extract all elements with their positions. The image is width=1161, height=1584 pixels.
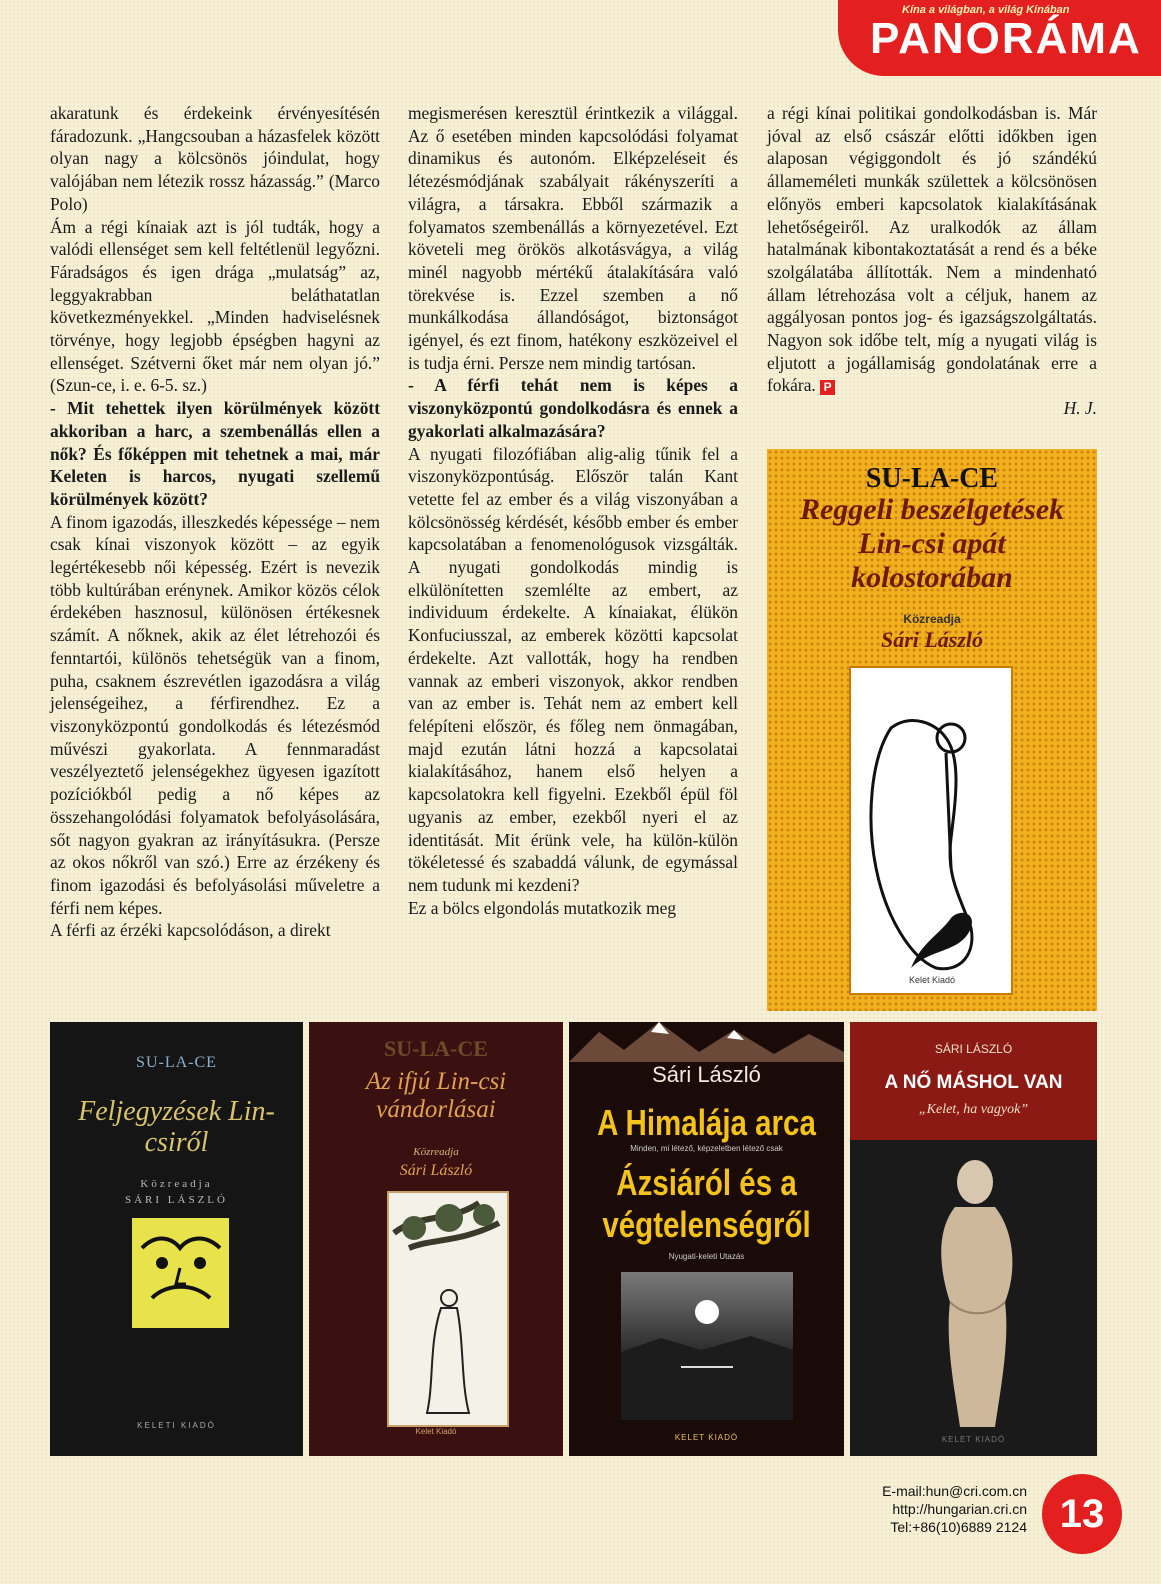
interview-question: - A férfi tehát nem is képes a viszonyközpontú gondolkodásra és ennek a gyakorlati alkalmazására? <box>408 375 738 441</box>
article-paragraph: A nyugati filozófiában alig-alig tűnik fel a viszonyközpontúság. Először talán Kant vetette fel az ember és a világ viszonyában a kölcsönösség kérdését, később ember és ember kapcsolatában a fenomenológusok vizsgálták. A nyugati gondolkodás mindig is elkülönítetten szemlélte az embert, az individuum érdekelte. A kínaiakat, élükön Konfuciusszal, az emberek közötti kapcsolat érdekelte. Azt vallották, hogy ha rendben vannak az emberi viszonyok, akkor rendben van az ember is. Tehát nem az embert kell felépíteni először, és főleg nem önmagában, majd ezután látni hozzá a kapcsolatai kialakításához, hanem első helyen a kapcsolatokra kell figyelni. Ezekből épül föl ugyanis az ember, ezekből nyeri el az identitását. Mit érünk vele, ha külön-külön tökéletessé és szabaddá válunk, de egymással nem tudunk mi kezdeni? <box>408 443 738 895</box>
book-publisher: Kelet Kiadó <box>908 975 956 985</box>
contact-phone: Tel:+86(10)6889 2124 <box>890 1519 1027 1535</box>
panorama-logo: PANORÁMA <box>870 14 1142 63</box>
book-title: Az ifjú Lin-csi vándorlásai <box>365 1068 507 1123</box>
book-author: SÁRI LÁSZLÓ <box>934 1042 1013 1056</box>
article-paragraph: Ám a régi kínaiak azt is jól tudták, hogy a valódi ellenséget sem kell feltétlenül legyőzni. Fáradságos és igen drága „mulatság” az, leggyakrabban beláthatatlan következményekkel. „Minden hadviselésnek törvénye, hogy legjobb épségben hagyni az ellenséget. Szétverni őket már nem olyan jó.” (Szun-ce, i. e. 6-5. sz.) <box>50 216 380 396</box>
face-illustration <box>132 1218 229 1328</box>
book-series: Nyugati-keleti Utazás <box>668 1252 745 1261</box>
book-cover-ifju-lin-csi <box>309 1022 563 1456</box>
book-publisher: KELET KIADÓ <box>941 1435 1006 1444</box>
book-editor: Sári László <box>399 1162 473 1179</box>
book-editor: Sári László <box>880 627 984 652</box>
page-number: 13 <box>1042 1474 1122 1554</box>
article-paragraph: A férfi az érzéki kapcsolódáson, a direkt <box>50 920 331 941</box>
masthead-tagline: Kína a világban, a világ Kínában <box>902 4 1070 16</box>
book-publisher: KELETI KIADÓ <box>137 1421 216 1430</box>
contact-info <box>862 1482 1027 1536</box>
author-signature: H. J. <box>1063 398 1097 419</box>
book-subtitle: Ázsiáról és a végtelenségről <box>602 1162 811 1245</box>
book-author: SU-LA-CE <box>384 1036 488 1061</box>
article-column-2 <box>408 102 738 919</box>
book-editor: SÁRI LÁSZLÓ <box>125 1194 228 1206</box>
article-paragraph: akaratunk és érdekeink érvényesítésén fáradozunk. „Hangcsouban a házasfelek között olyan nagy a kölcsönös jóindulat, hogy valójában nem létezik rossz házasság.” (Marco Polo) <box>50 103 380 214</box>
book-editor-label: Közreadja <box>140 1178 213 1190</box>
book-title: A Himalája arca <box>597 1102 816 1143</box>
article-paragraph <box>767 102 1097 397</box>
book-cover-himalaja-arca <box>569 1022 844 1456</box>
book-author: Sári László <box>652 1062 761 1087</box>
masthead <box>838 0 1161 76</box>
book-publisher: Kelet Kiadó <box>415 1427 457 1436</box>
book-editor-label: Közreadja <box>413 1146 459 1158</box>
book-author: SU-LA-CE <box>865 463 999 494</box>
contact-url: http://hungarian.cri.cn <box>892 1501 1027 1517</box>
book-cover-feljegyzesek <box>50 1022 303 1456</box>
book-tagline: Minden, mi létező, képzeletben létező csak <box>630 1144 783 1153</box>
statue-illustration <box>905 1152 1045 1432</box>
book-author: SU-LA-CE <box>136 1054 217 1071</box>
article-paragraph: Ez a bölcs elgondolás mutatkozik meg <box>408 897 677 918</box>
interview-question: - Mit tehettek ilyen körülmények között akkoriban a harc, a szembenállás ellen a nők? És főképpen mit tehetnek a mai, már Keleten is harcos, nyugati szellemű körülmények között? <box>50 398 380 509</box>
article-paragraph: megismerésen keresztül érintkezik a világgal. Az ő esetében minden kapcsolódási folyamat dinamikus és autonóm. Elképzeléseit és létezésmódjának szabályait rákényszeríti a világra, a társakra. Ebből származik a folyamatos szembenállás a környezetével. Ezt követeli meg örökös alkotásvágya, a világ minél nagyobb mértékű átalakítására való törekvése is. Ezzel szemben a nő munkálkodása állandóságot, biztonságot igényel, és ezt finom, hatékony eszközeivel el is tudja érni. Persze nem mindig tartósan. <box>408 103 738 373</box>
monk-illustration <box>849 666 1013 995</box>
book-title: Reggeli beszélgetések Lin-csi apát kolostorában <box>799 493 1065 594</box>
featured-book-cover <box>767 449 1097 1011</box>
end-mark-icon: P <box>820 380 835 395</box>
book-subtitle: „Kelet, ha vagyok” <box>918 1102 1029 1117</box>
tree-and-figure-illustration <box>387 1191 509 1427</box>
book-title: A NŐ MÁSHOL VAN <box>884 1072 1063 1093</box>
book-cover-a-no-mashol-van <box>850 1022 1097 1456</box>
book-editor-label: Közreadja <box>903 612 961 626</box>
moonlit-landscape-photo <box>621 1272 793 1420</box>
article-column-3 <box>767 102 1097 420</box>
book-title: Feljegyzések Lin-csiről <box>78 1096 275 1158</box>
contact-email: E-mail:hun@cri.com.cn <box>882 1483 1027 1499</box>
article-paragraph-text: a régi kínai politikai gondolkodásban is. Már jóval az első császár előtti időkben igen alaposan végiggondolt és jó szándékú állameméleti munkák születtek a kölcsönösen előnyös emberi kapcsolatok kialakításának lehetőségeiről. Az uralkodók az állam hatalmának kibontakoztatását a rend és a béke szolgálatába állították. Nem a mindenható állam létrehozása volt a céljuk, hanem az aggályosan pontos jog- és igazságszolgáltatás. Nagyon sok időbe telt, míg a nyugati világ is eljutott a jogállamiság gondolatának erre a fokára. <box>767 103 1097 396</box>
article-column-1 <box>50 102 380 942</box>
article-paragraph: A finom igazodás, illeszkedés képessége – nem csak kínai viszonyok között – az egyik legértékesebb női képesség. Ezért is nevezik több kultúrában erénynek. Amikor közös célok érdekében hasznosul, különösen értékesnek számít. A nőknek, akik az élet létrehozói és fenntartói, különös tehetségük van a finom, puha, csaknem észrevétlen igazodásra a világ jelenségeihez, a férfirendhez. Ez a viszonyközpontú gondolkodás és létezésmód művészi gyakorlata. A fennmaradást veszélyeztető jelenségekhez ügyesen igazított pozíciókból pedig a nő képes az összehangolódási folyamatok befolyásolására, sőt nagyon gyakran az irányításukra. (Persze az okos nőkről van szó.) Erre az érzékeny és finom igazodási és befolyásolási műveletre a férfi nem képes. <box>50 511 380 918</box>
mountain-illustration <box>569 1022 844 1062</box>
book-publisher: KELET KIADÓ <box>674 1433 739 1442</box>
